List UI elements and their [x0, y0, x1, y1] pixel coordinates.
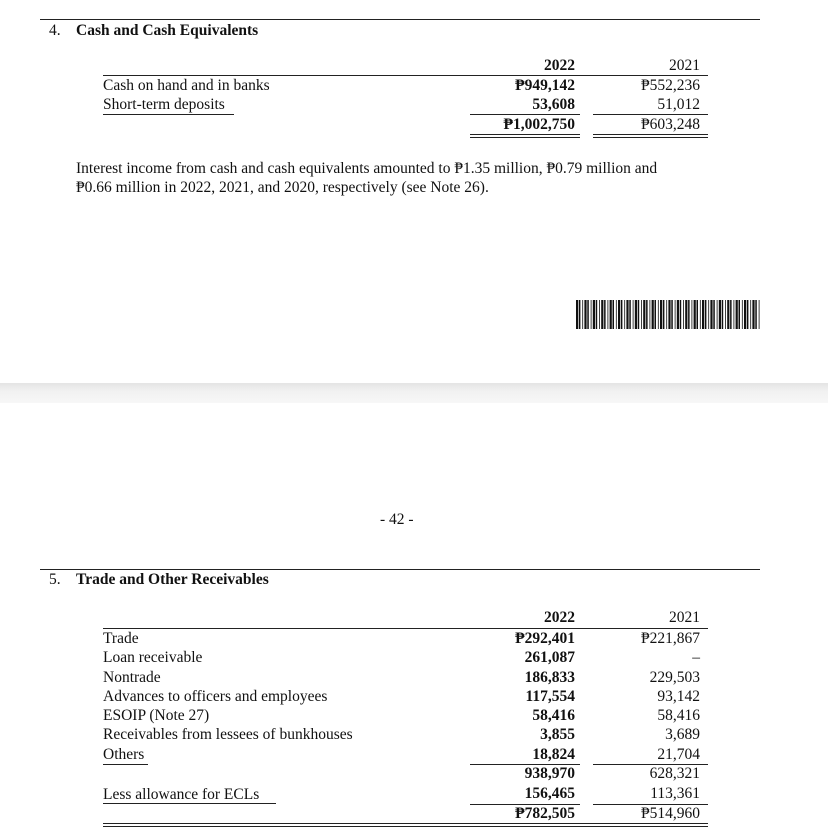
- total-double-rule: [470, 137, 580, 138]
- barcode-bar: [635, 300, 637, 329]
- barcode-bar: [683, 300, 684, 329]
- note5-row-prior: –: [692, 649, 700, 667]
- note5-labels: [103, 629, 353, 764]
- barcode-bar: [591, 300, 592, 329]
- barcode-bar: [584, 300, 586, 329]
- barcode-bar: [666, 300, 667, 329]
- barcode-bar: [717, 300, 718, 329]
- barcode-bar: [618, 300, 620, 329]
- barcode-bar: [613, 300, 615, 329]
- note5-row-label: Receivables from lessees of bunkhouses: [103, 726, 353, 744]
- note5-row-current: 186,833: [524, 668, 575, 686]
- barcode-bar: [604, 300, 606, 329]
- barcode-bar: [710, 300, 712, 329]
- total-double-rule: [103, 823, 708, 824]
- barcode-bar: [655, 300, 657, 329]
- note5-row-label: Loan receivable: [103, 649, 203, 667]
- subtotal-rule: [593, 804, 708, 805]
- note5-row-prior: 58,416: [657, 707, 700, 725]
- barcode-bar: [759, 300, 760, 329]
- note5-row-prior: 21,704: [657, 745, 700, 763]
- note5-row-label: Nontrade: [103, 668, 161, 686]
- barcode-bar: [610, 300, 612, 329]
- barcode-bar: [596, 300, 598, 329]
- barcode-bar: [736, 300, 738, 329]
- barcode-bar: [675, 300, 676, 329]
- total-double-rule: [103, 826, 708, 827]
- barcode-bar: [668, 300, 670, 329]
- barcode-bar: [742, 300, 743, 329]
- barcode-bar: [671, 300, 673, 329]
- subtotal-rule: [593, 114, 708, 115]
- barcode-bar: [734, 300, 735, 329]
- note5-row-current: 3,855: [540, 726, 575, 744]
- barcode-bar: [582, 300, 583, 329]
- section-rule: [40, 19, 760, 20]
- note5-row-current: 261,087: [524, 649, 575, 667]
- note5-allowance-prior: 113,361: [650, 785, 700, 803]
- page-gap: [0, 383, 828, 403]
- note4-row-label: Short-term deposits: [103, 96, 225, 113]
- barcode-bar: [750, 300, 751, 329]
- note5-row-prior: 229,503: [649, 668, 700, 686]
- barcode-bar: [650, 300, 651, 329]
- subtotal-rule: [470, 804, 580, 805]
- barcode-bar: [680, 300, 682, 329]
- barcode-bar: [593, 300, 595, 329]
- barcode-bar: [646, 300, 648, 329]
- barcode-bar: [705, 300, 707, 329]
- barcode-bar: [725, 300, 726, 329]
- barcode-bar: [638, 300, 640, 329]
- note5-subtotal-prior: 628,321: [649, 765, 700, 783]
- note5-allowance-label: Less allowance for ECLs: [103, 786, 260, 803]
- note5-total-prior: ₱514,960: [641, 804, 700, 822]
- barcode-bar: [755, 300, 757, 329]
- barcode-bar: [576, 300, 578, 329]
- note4-row-label: Cash on hand and in banks: [103, 77, 270, 94]
- note4-paragraph: [76, 159, 726, 197]
- note5-row-prior: 93,142: [657, 687, 700, 705]
- paragraph-line: ₱0.66 million in 2022, 2021, and 2020, respectively (see Note 26).: [76, 179, 489, 196]
- barcode-bar: [713, 300, 715, 329]
- barcode-bar: [601, 300, 603, 329]
- barcode-bar: [708, 300, 709, 329]
- document-page-bottom: [0, 403, 828, 839]
- note4-row-current: ₱949,142: [515, 77, 575, 94]
- note5-row-current: 18,824: [532, 745, 575, 763]
- note5-subtotal-current: 938,970: [524, 765, 575, 783]
- paragraph-line: Interest income from cash and cash equivalents amounted to ₱1.35 million, ₱0.79 million and: [76, 160, 658, 177]
- barcode-bar: [579, 300, 581, 329]
- barcode-bar: [599, 300, 600, 329]
- barcode-bar: [608, 300, 609, 329]
- barcode-bar: [752, 300, 754, 329]
- note5-row-label: ESOIP (Note 27): [103, 707, 210, 725]
- note5-prior-values: [590, 629, 700, 823]
- barcode-bar: [624, 300, 625, 329]
- note5-current-values: [470, 629, 575, 823]
- barcode-bar: [727, 300, 729, 329]
- barcode-bar: [643, 300, 645, 329]
- barcode-image: [576, 300, 760, 329]
- barcode-bar: [616, 300, 617, 329]
- note5-total-current: ₱782,505: [515, 804, 575, 822]
- barcode-bar: [700, 300, 701, 329]
- note5-allowance-current: 156,465: [524, 785, 575, 803]
- note5-row-label: Trade: [103, 630, 139, 647]
- note4-year-current: 2022: [544, 57, 575, 74]
- subtotal-rule: [593, 764, 708, 765]
- note4-total-current: ₱1,002,750: [503, 116, 575, 133]
- note5-number: 5.: [49, 571, 61, 588]
- barcode-bar: [587, 300, 589, 329]
- note4-row-prior: ₱552,236: [641, 77, 700, 94]
- note5-year-prior: 2021: [669, 609, 700, 626]
- barcode-bar: [652, 300, 654, 329]
- document-page-top: [0, 0, 828, 383]
- note5-row-current: ₱292,401: [515, 630, 575, 647]
- subtotal-rule: [470, 764, 580, 765]
- barcode-bar: [663, 300, 665, 329]
- barcode-bar: [685, 300, 687, 329]
- note4-number: 4.: [49, 22, 61, 39]
- label-underline: [103, 764, 148, 765]
- note4-title: Cash and Cash Equivalents: [76, 22, 259, 39]
- total-double-rule: [470, 134, 580, 135]
- barcode-bar: [722, 300, 724, 329]
- barcode-bar: [747, 300, 749, 329]
- barcode-bar: [677, 300, 679, 329]
- barcode-bar: [694, 300, 696, 329]
- page-number: - 42 -: [380, 511, 414, 528]
- barcode-bar: [692, 300, 693, 329]
- barcode-bar: [719, 300, 721, 329]
- barcode-bar: [641, 300, 642, 329]
- barcode-bar: [629, 300, 631, 329]
- note5-row-prior: 3,689: [665, 726, 700, 744]
- note4-total-prior: ₱603,248: [641, 116, 700, 133]
- barcode-bar: [730, 300, 732, 329]
- note5-row-current: 117,554: [525, 687, 575, 705]
- note5-row-label: Others: [103, 745, 145, 763]
- barcode-bar: [660, 300, 662, 329]
- section-rule: [40, 569, 760, 570]
- barcode-bar: [688, 300, 690, 329]
- note4-row-current: 53,608: [532, 96, 575, 113]
- barcode-bar: [626, 300, 628, 329]
- subtotal-rule: [470, 114, 580, 115]
- total-double-rule: [593, 134, 708, 135]
- label-underline: [103, 114, 234, 115]
- note4-row-prior: 51,012: [657, 96, 700, 113]
- barcode-bar: [744, 300, 746, 329]
- note5-year-current: 2022: [544, 609, 575, 626]
- note5-row-current: 58,416: [532, 707, 575, 725]
- note5-title: Trade and Other Receivables: [76, 571, 269, 588]
- total-double-rule: [593, 137, 708, 138]
- barcode-bar: [697, 300, 699, 329]
- note5-row-label: Advances to officers and employees: [103, 687, 328, 705]
- barcode-bar: [739, 300, 741, 329]
- barcode-bar: [702, 300, 704, 329]
- label-underline: [103, 803, 276, 804]
- note4-year-prior: 2021: [669, 57, 700, 74]
- note4-header-rule: [103, 75, 708, 76]
- barcode-bar: [658, 300, 659, 329]
- barcode-bar: [621, 300, 623, 329]
- note5-row-prior: ₱221,867: [641, 630, 700, 647]
- barcode-bar: [633, 300, 634, 329]
